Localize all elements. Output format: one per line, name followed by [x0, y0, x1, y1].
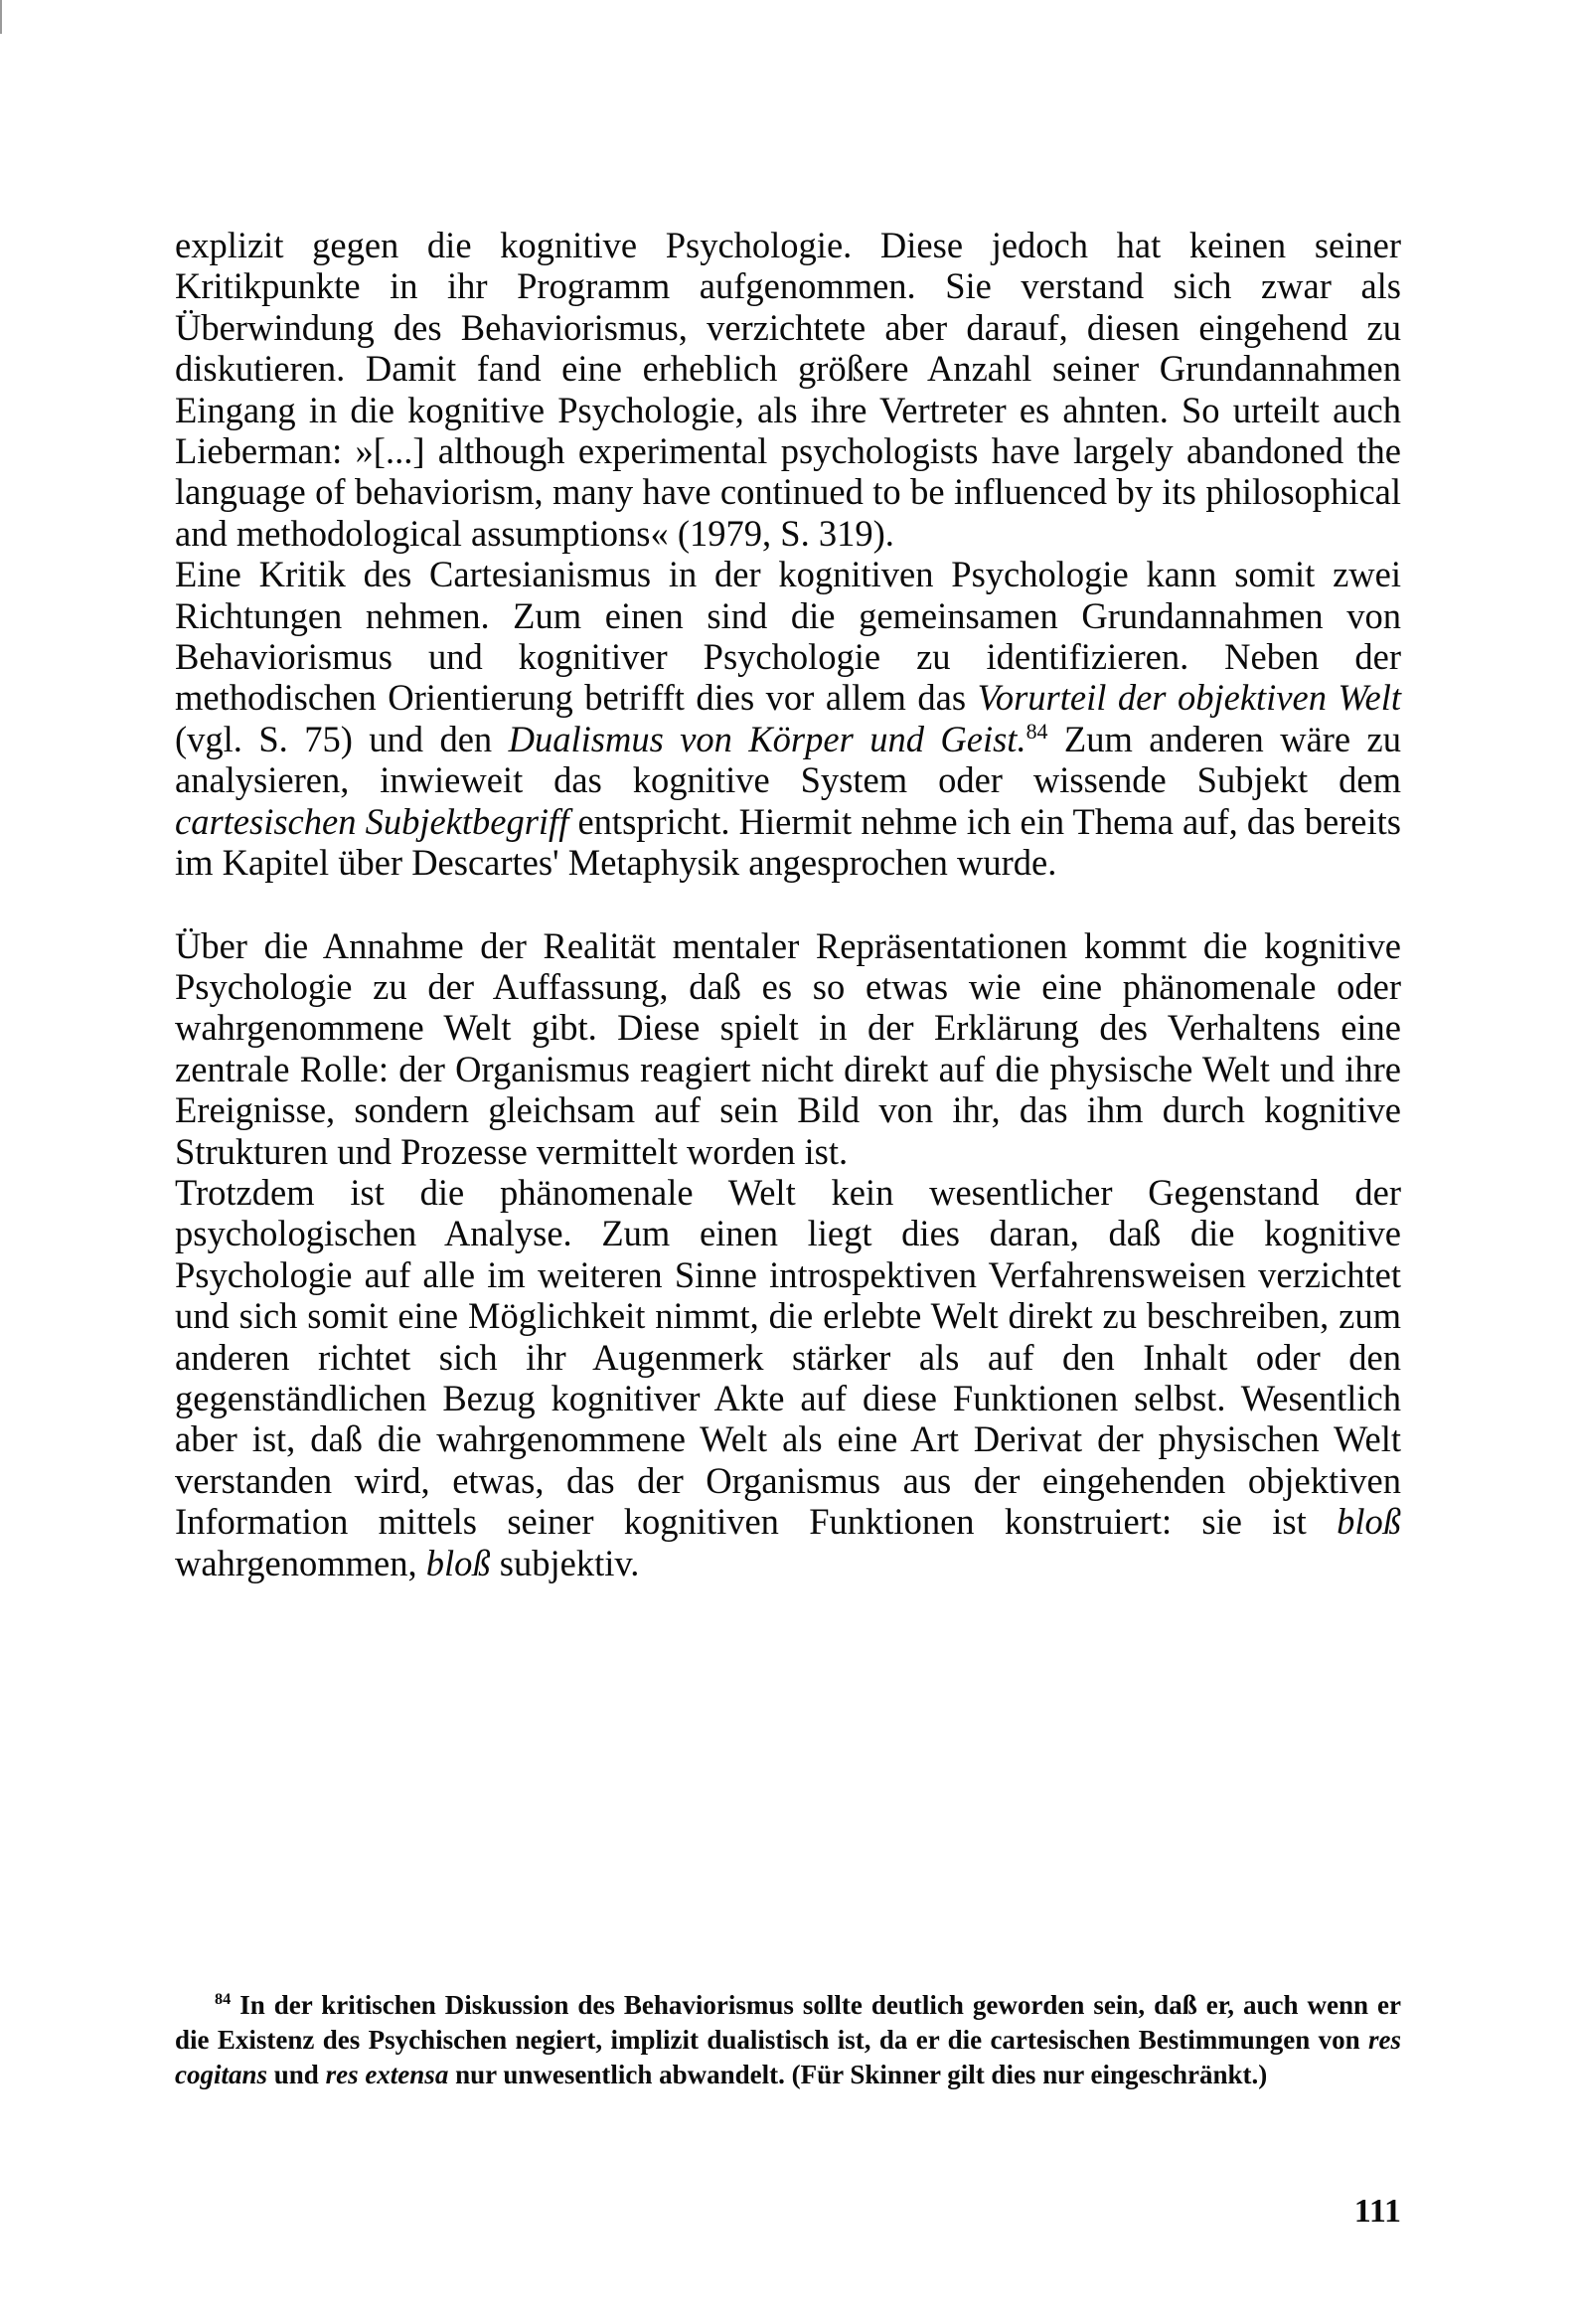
paragraph-1	[175, 225, 1401, 554]
emphasis-dualismus: Dualismus von Körper und Geist.	[508, 718, 1026, 759]
paragraph-2-text: (vgl. S. 75) und den	[175, 718, 509, 759]
emphasis-vorurteil: Vorurteil der objektiven Welt	[977, 677, 1402, 719]
scan-edge-mark	[0, 0, 2, 34]
paragraph-4-text: wahrgenommen,	[175, 1542, 426, 1583]
paragraph-2	[175, 554, 1401, 883]
page-number: 111	[1353, 2193, 1401, 2230]
emphasis-bloss: bloß	[425, 1542, 491, 1583]
footnote-text-part: und	[267, 2060, 326, 2089]
paragraph-2-text: Eine Kritik des Cartesianismus in der kognitiven Psychologie kann somit zwei Richtungen nehmen. Zum einen sind die gemeinsamen Grundannahmen von Behaviorismus und kognitiver Psychologie zu identifizieren. Neben der methodischen Orientierung betrifft dies vor allem das	[175, 554, 1401, 719]
paragraph-4	[175, 1172, 1401, 1583]
footnote-text-part: In der kritischen Diskussion des Behaviorismus sollte deutlich geworden sein, daß er, auch wenn er die Existenz des Psychischen negiert, implizit dualistisch ist, da er die cartesischen Bestimmungen von	[175, 1990, 1401, 2055]
paragraph-2-text: entspricht. Hiermit nehme ich ein Thema auf, das bereits im Kapitel über Descartes' Metaphysik angesprochen wurde.	[175, 800, 1401, 884]
footnote-marker: 84	[215, 1990, 232, 2008]
paragraph-3-text: Über die Annahme der Realität mentaler Repräsentationen kommt die kognitive Psychologie zu der Auffassung, daß es so etwas wie eine phänomenale oder wahrgenommene Welt gibt. Diese spielt in der Erklärung des Verhaltens eine zentrale Rolle: der Organismus reagiert nicht direkt auf die physische Welt und ihre Ereignisse, sondern gleichsam auf sein Bild von ihr, das ihm durch kognitive Strukturen und Prozesse vermittelt worden ist.	[175, 924, 1401, 1172]
paragraph-4-text: Trotzdem ist die phänomenale Welt kein wesentlicher Gegenstand der psychologischen Analyse. Zum einen liegt dies daran, daß die kognitive Psychologie auf alle im weiteren Sinne introspektiven Verfahrensweisen verzichtet und sich somit eine Möglichkeit nimmt, die erlebte Welt direkt zu beschreiben, zum anderen richtet sich ihr Augenmerk stärker als auf den Inhalt oder den gegenständlichen Bezug kognitiver Akte auf diese Funktionen selbst. Wesentlich aber ist, daß die wahrgenommene Welt als eine Art Derivat der physischen Welt verstanden wird, etwas, das der Organismus aus der eingehenden objektiven Information mittels seiner kognitiven Funktionen konstruiert: sie ist	[175, 1171, 1401, 1543]
footnote-text	[175, 1988, 1401, 2092]
paragraph-2-text: Zum anderen wäre zu analysieren, inwieweit das kognitive System oder wissende Subjekt dem	[175, 718, 1402, 801]
paragraph-3	[175, 925, 1401, 1172]
footnote-text-part: nur unwesentlich abwandelt. (Für Skinner gilt dies nur eingeschränkt.)	[448, 2060, 1268, 2089]
emphasis-subjektbegriff: cartesischen Subjektbegriff	[175, 800, 569, 842]
footnote-reference[interactable]: 84	[1025, 718, 1048, 744]
emphasis-res-cogitans: res cogitans	[175, 2025, 1401, 2089]
emphasis-bloss: bloß	[1337, 1501, 1401, 1543]
paragraph-4-text: subjektiv.	[490, 1542, 640, 1583]
paragraph-1-text: explizit gegen die kognitive Psychologie. Diese jedoch hat keinen seiner Kritikpunkte in ihr Programm aufgenommen. Sie verstand sich zwar als Überwindung des Behaviorismus, verzichtete aber darauf, diesen eingehend zu diskutieren. Damit fand eine erheblich größere Anzahl seiner Grundannahmen Eingang in die kognitive Psychologie, als ihre Vertreter es ahnten. So urteilt auch Lieberman: »[...] although experimental psychologists have largely abandoned the language of behaviorism, many have continued to be influenced by its philosophical and methodological assumptions« (1979, S. 319).	[175, 225, 1401, 554]
emphasis-res-extensa: res extensa	[325, 2060, 449, 2089]
main-text	[175, 225, 1401, 1583]
footnote	[175, 1988, 1401, 2092]
